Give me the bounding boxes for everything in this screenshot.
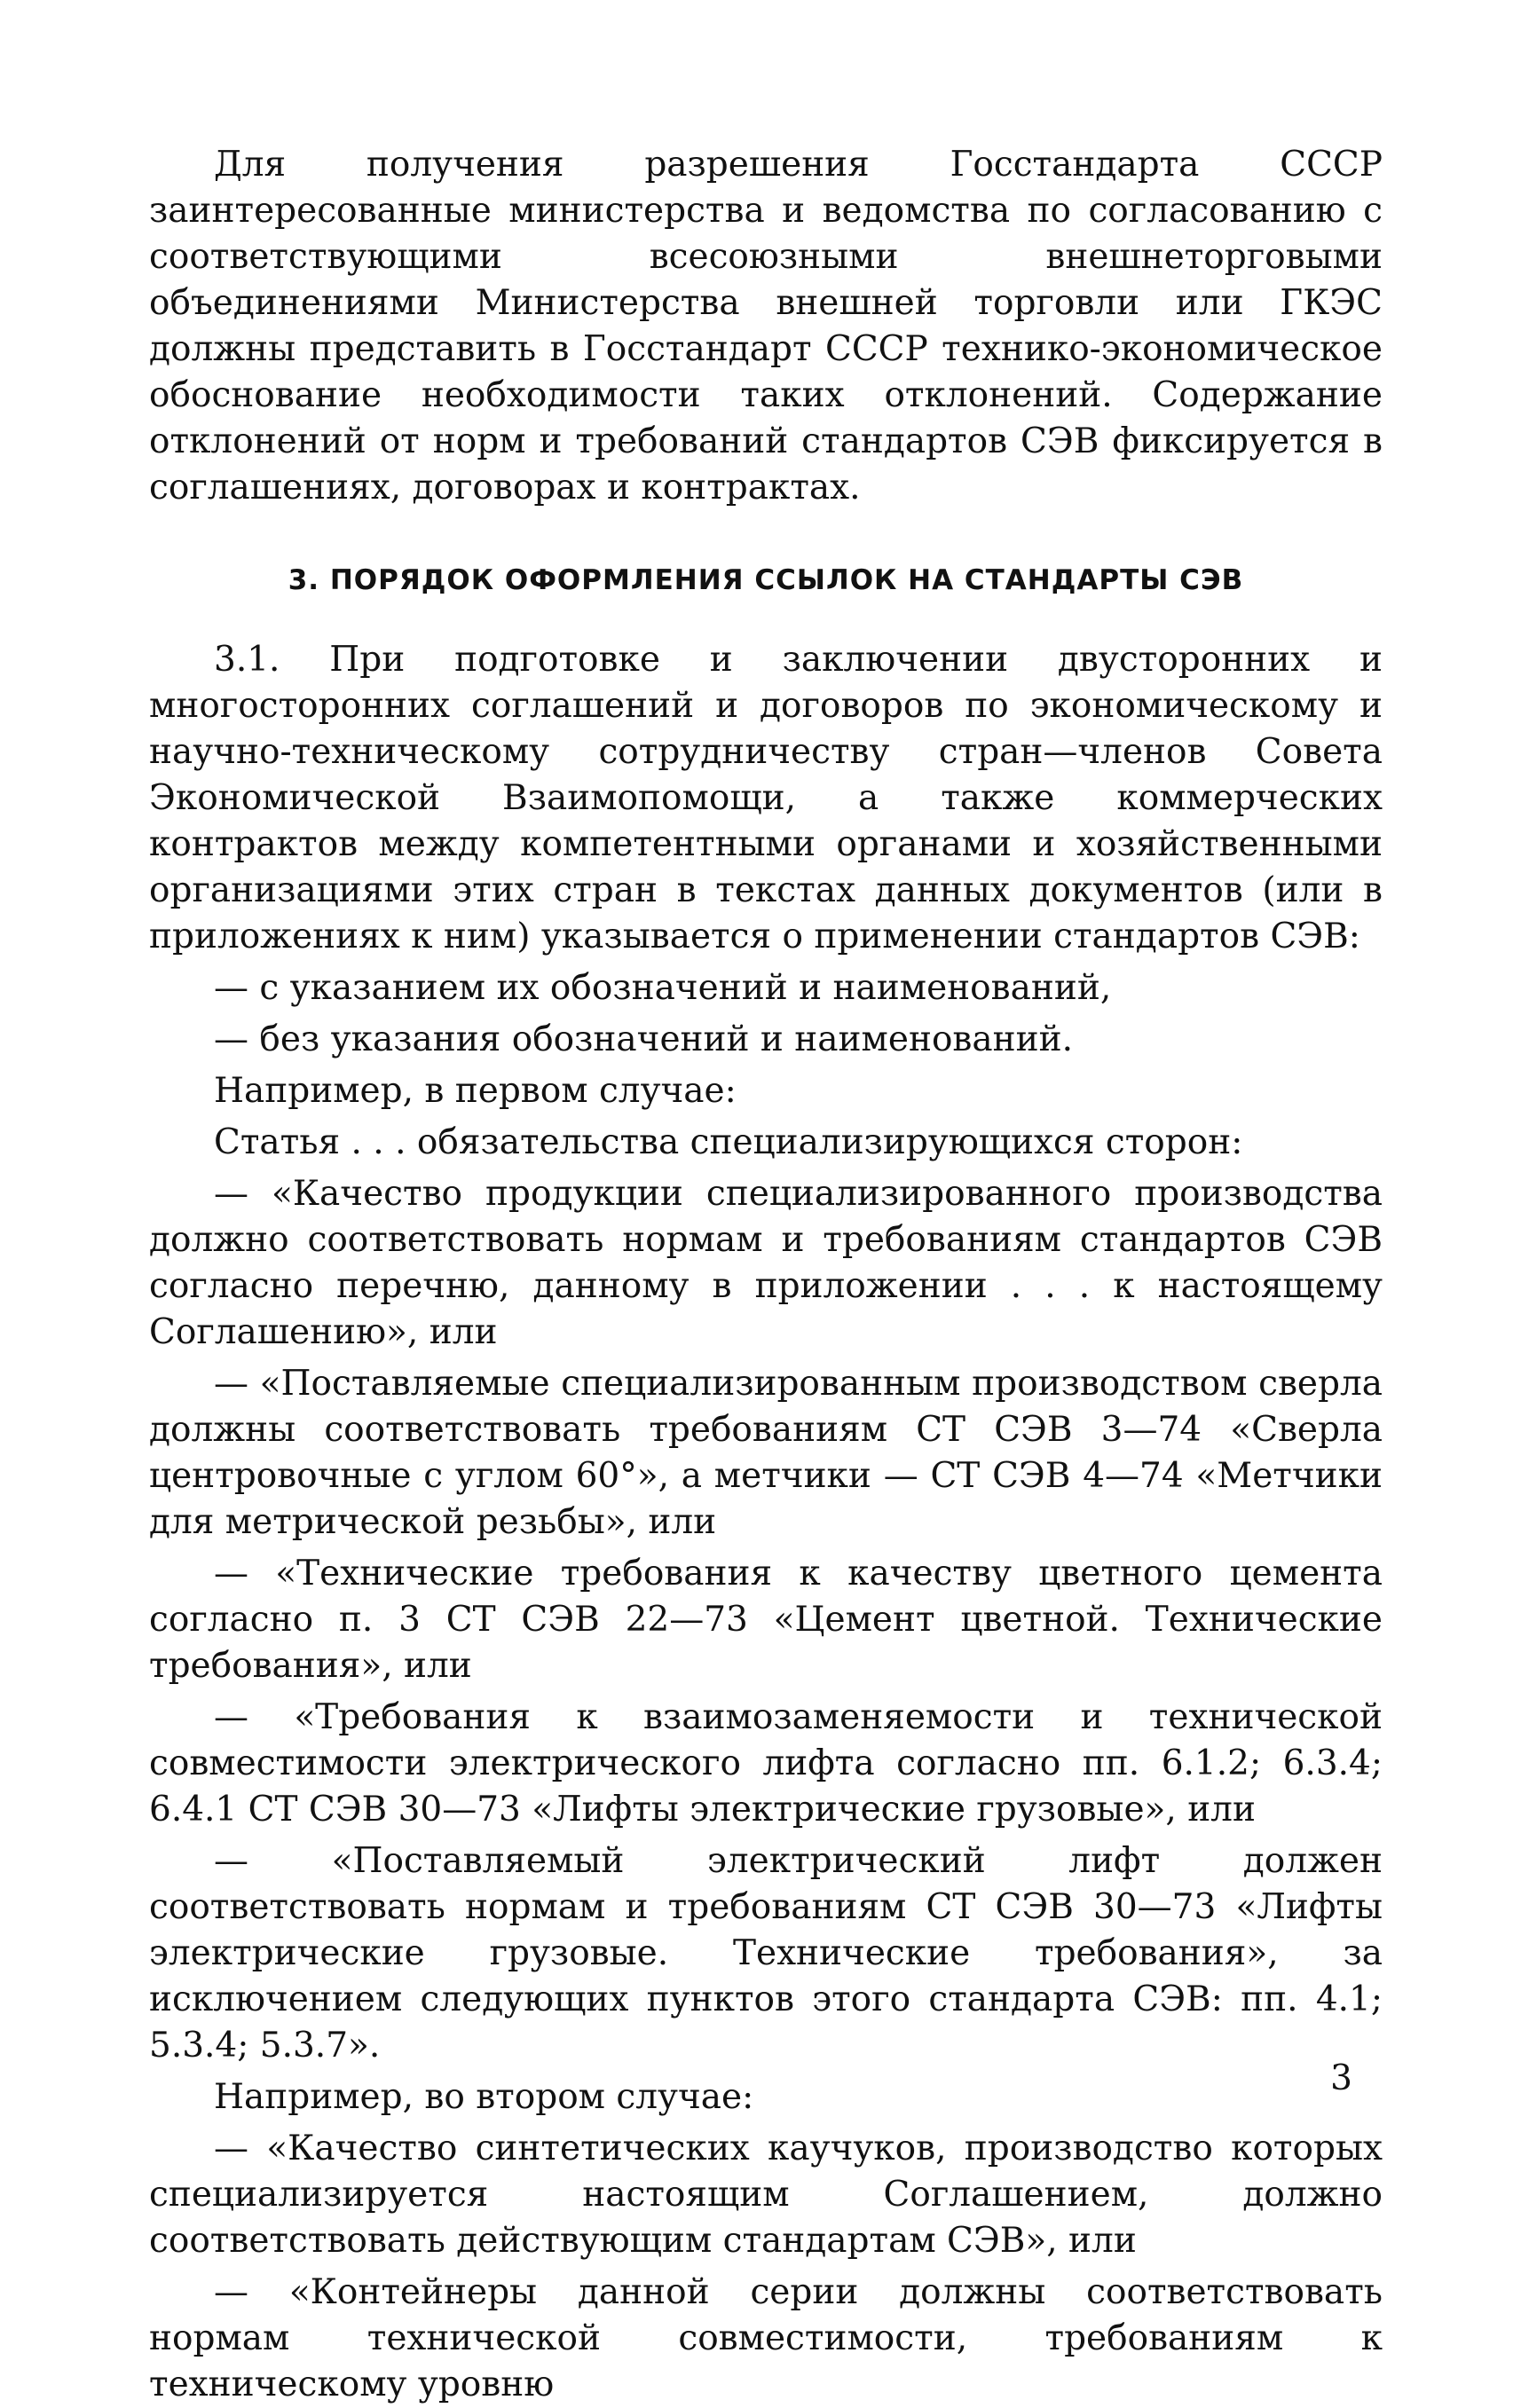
quote-drills: — «Поставляемые специализированным производством сверла должны соответствовать требованиям СТ СЭВ 3—74 «Сверла центровочные с углом 60°», а метчики — СТ СЭВ 4—74 «Метчики для метрической резьбы», или [149, 1364, 1383, 1542]
paragraph-3-1: 3.1. При подготовке и заключении двусторонних и многосторонних соглашений и договоров по экономическому и научно-техническому сотрудничеству стран—членов Совета Экономической Взаимопомощи, а также коммерческих контрактов между компетентными органами и хозяйственными организациями этих стран в текстах данных документов (или в приложениях к ним) указывается о применении стандартов СЭВ: [149, 640, 1383, 956]
quote-cement: — «Технические требования к качеству цветного цемента согласно п. 3 СТ СЭВ 22—73 «Цемент цветной. Технические требования», или [149, 1554, 1383, 1686]
article-line: Статья . . . обязательства специализирующихся сторон: [214, 1122, 1243, 1162]
quote-lift-supplied: — «Поставляемый электрический лифт должен соответствовать нормам и требованиям СТ СЭВ 30—73 «Лифты электрические грузовые. Технические требования», за исключением следующих пунктов этого стандарта СЭВ: пп. 4.1; 5.3.4; 5.3.7». [149, 1841, 1383, 2066]
list-item-without-designations: — без указания обозначений и наименований. [214, 1019, 1074, 1059]
quote-product-quality: — «Качество продукции специализированного производства должно соответствовать нормам и требованиям стандартов СЭВ согласно перечню, данному в приложении . . . к настоящему Соглашению», или [149, 1174, 1383, 1352]
example-first-case: Например, в первом случае: [214, 1071, 737, 1111]
quote-synthetic-rubber: — «Качество синтетических каучуков, производство которых специализируется настоящим Соглашением, должно соответствовать действующим стандартам СЭВ», или [149, 2129, 1383, 2261]
document-page [149, 142, 1383, 2408]
list-item-with-designations: — с указанием их обозначений и наименований, [214, 968, 1112, 1008]
example-second-case: Например, во втором случае: [214, 2077, 754, 2117]
page-number: 3 [1330, 2058, 1352, 2098]
quote-lift-compatibility: — «Требования к взаимозаменяемости и технической совместимости электрического лифта согласно пп. 6.1.2; 6.3.4; 6.4.1 СТ СЭВ 30—73 «Лифты электрические грузовые», или [149, 1697, 1383, 1830]
quote-containers: — «Контейнеры данной серии должны соответствовать нормам технической совместимости, требованиям к техническому уровню [149, 2272, 1383, 2404]
intro-paragraph: Для получения разрешения Госстандарта СССР заинтересованные министерства и ведомства по согласованию с соответствующими всесоюзными внешнеторговыми объединениями Министерства внешней торговли или ГКЭС должны представить в Госстандарт СССР технико-экономическое обоснование необходимости таких отклонений. Содержание отклонений от норм и требований стандартов СЭВ фиксируется в соглашениях, договорах и контрактах. [149, 145, 1383, 508]
section-heading: 3. ПОРЯДОК ОФОРМЛЕНИЯ ССЫЛОК НА СТАНДАРТЫ СЭВ [288, 564, 1244, 596]
